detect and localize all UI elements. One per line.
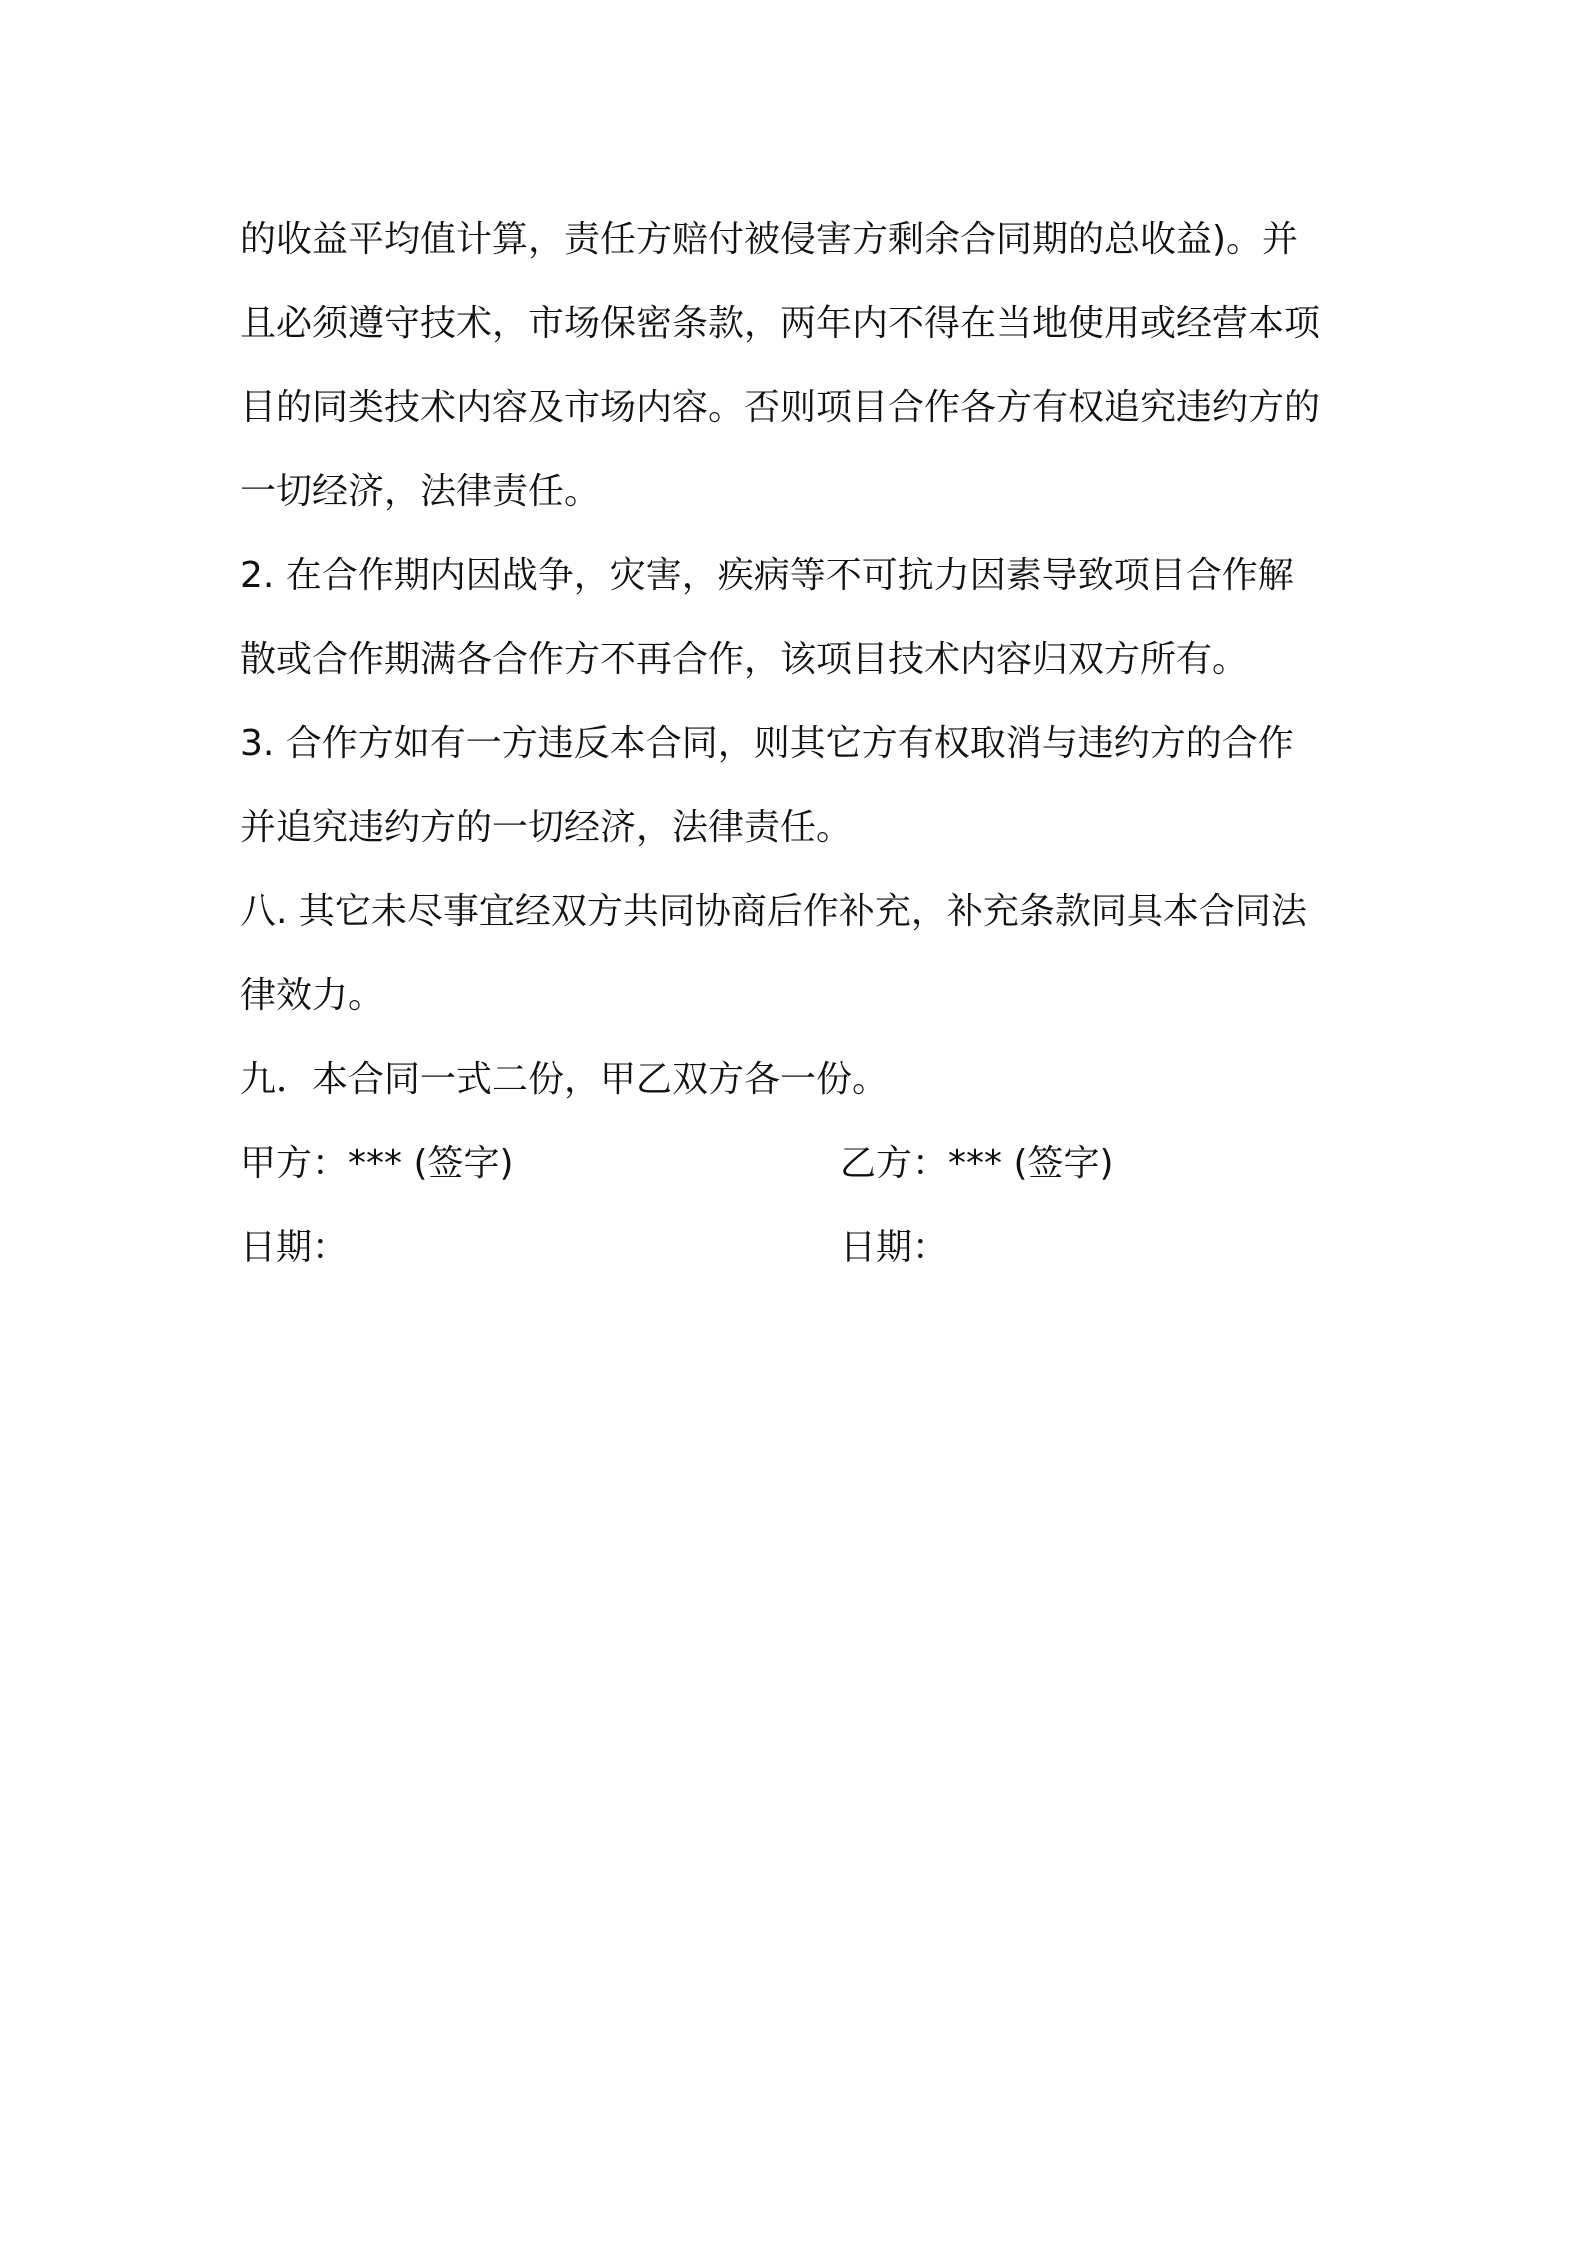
section-9-line: 九．本合同一式二份，甲乙双方各一份。 (240, 1059, 889, 1100)
signature-row (240, 1122, 1355, 1206)
party-a-date: 日期： (240, 1227, 349, 1268)
clause-3-line: 并追究违约方的一切经济，法律责任。 (240, 807, 853, 848)
clause-3-line: 3. 合作方如有一方违反本合同，则其它方有权取消与违约方的合作 (240, 723, 1294, 764)
section-8-line: 八. 其它未尽事宜经双方共同协商后作补充，补充条款同具本合同法 (240, 891, 1307, 932)
party-b-signature: 乙方：*** (签字) (840, 1143, 1114, 1184)
paragraph-line: 的收益平均值计算，责任方赔付被侵害方剩余合同期的总收益)。并 (240, 219, 1299, 260)
party-a-signature: 甲方：*** (签字) (240, 1143, 514, 1184)
party-b-date: 日期： (840, 1227, 949, 1268)
paragraph-line: 一切经济，法律责任。 (240, 471, 601, 512)
section-8-line: 律效力。 (240, 975, 385, 1016)
clause-2-line: 散或合作期满各合作方不再合作，该项目技术内容归双方所有。 (240, 639, 1249, 680)
document-body (240, 198, 1355, 1290)
date-row (240, 1206, 1355, 1290)
paragraph-line: 且必须遵守技术，市场保密条款，两年内不得在当地使用或经营本项 (240, 303, 1321, 344)
clause-2-line: 2. 在合作期内因战争，灾害，疾病等不可抗力因素导致项目合作解 (240, 555, 1294, 596)
paragraph-line: 目的同类技术内容及市场内容。否则项目合作各方有权追究违约方的 (240, 387, 1321, 428)
